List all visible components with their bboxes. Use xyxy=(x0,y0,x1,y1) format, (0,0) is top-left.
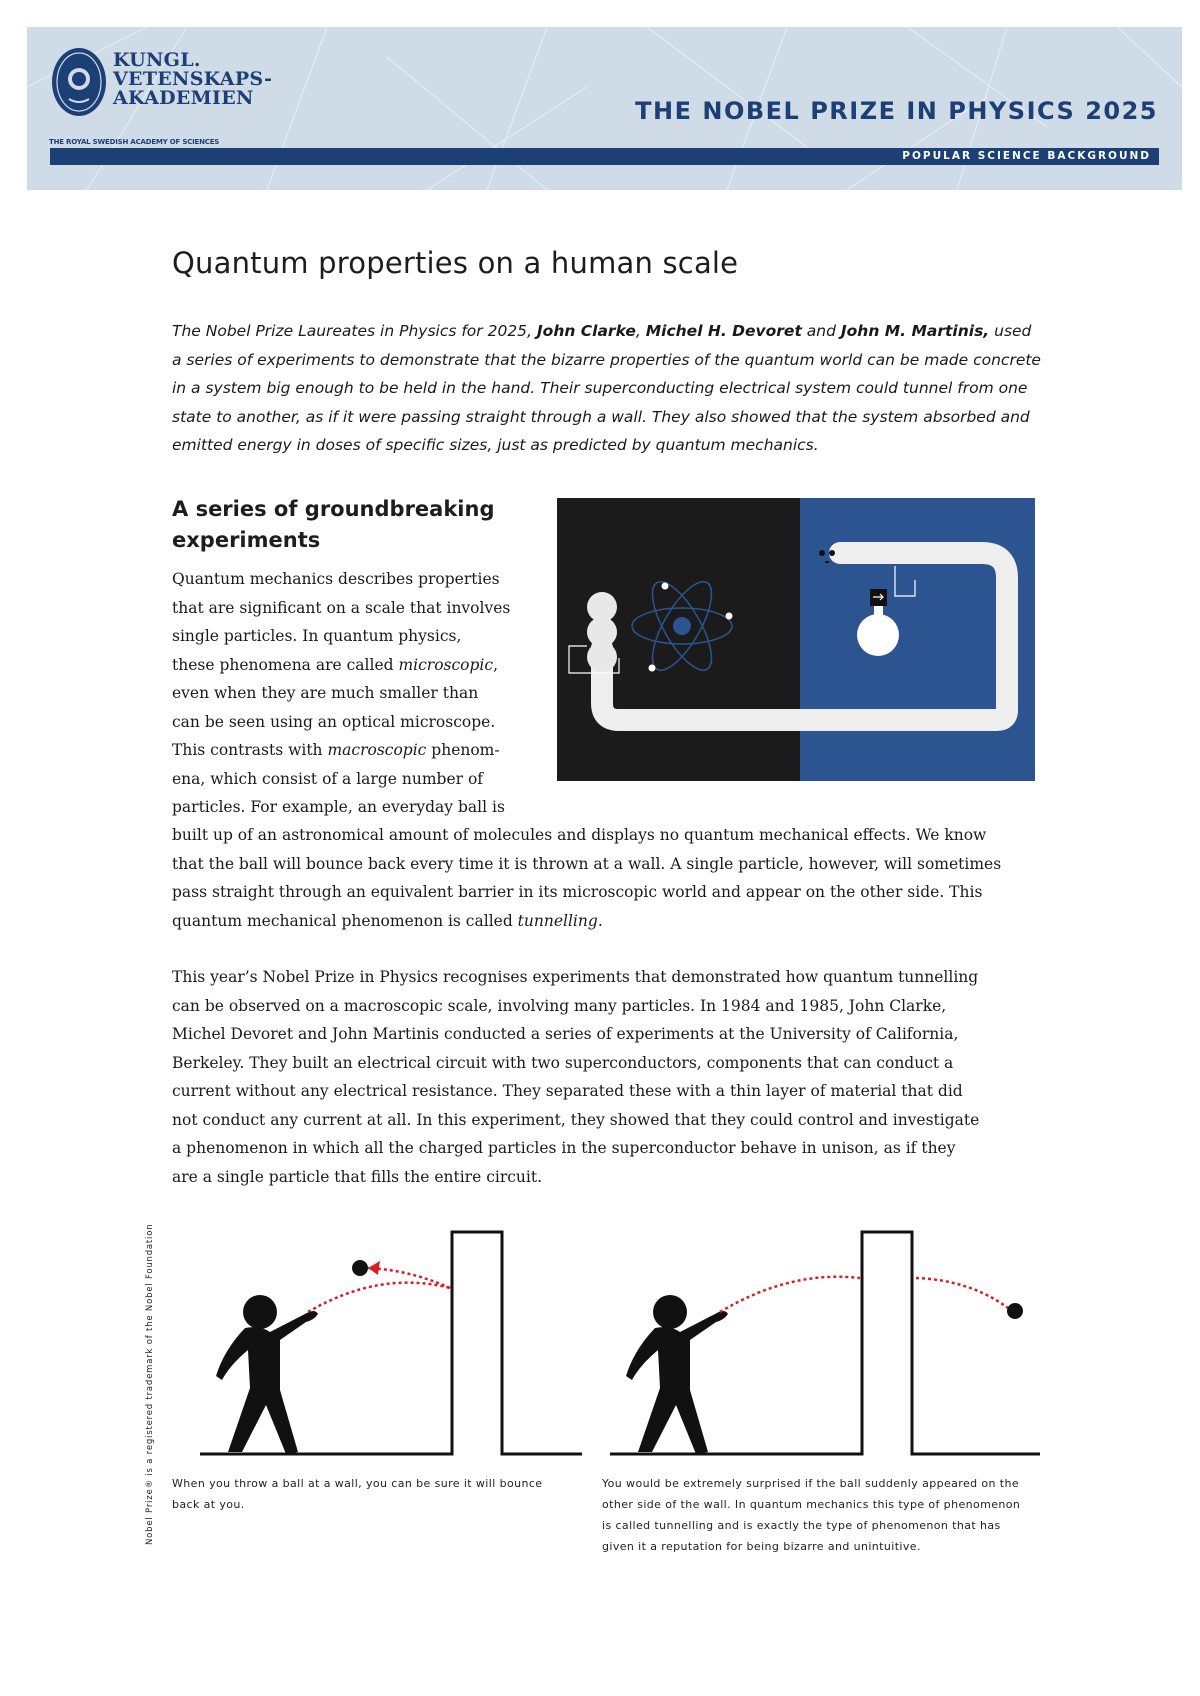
tunnel-trajectory xyxy=(916,1278,1008,1308)
text-line: Michel Devoret and John Martinis conducted a series of experiments at the University of California, xyxy=(172,1025,959,1043)
academy-name: KUNGL. VETENSKAPS- AKADEMIEN xyxy=(113,49,273,109)
laureate-name: John M. Martinis, xyxy=(840,322,990,340)
tunnelling-comparison-figure xyxy=(200,1230,1040,1465)
right-scene xyxy=(610,1232,1040,1454)
ball xyxy=(352,1260,368,1276)
text-line xyxy=(172,651,544,680)
emphasis: macroscopic xyxy=(327,741,427,759)
text-line: single particles. In quantum physics, xyxy=(172,627,462,645)
emphasis: microscopic xyxy=(398,655,494,674)
throw-trajectory xyxy=(720,1277,860,1312)
text-line: a phenomenon in which all the charged particles in the superconductor behave in unison, as if they xyxy=(172,1139,956,1157)
child-throwing-icon xyxy=(216,1295,318,1454)
text-fragment: these phenomena are called xyxy=(172,655,399,674)
paragraph-1-column xyxy=(172,565,544,822)
text-line xyxy=(172,907,1042,936)
bounce-trajectory xyxy=(368,1268,450,1288)
text-line: built up of an astronomical amount of molecules and displays no quantum mechanical effects. We know xyxy=(172,826,987,844)
caption-right xyxy=(602,1473,1042,1557)
text-line: even when they are much smaller than xyxy=(172,684,479,702)
paragraph-1-continued xyxy=(172,821,1042,935)
laureate-name: Michel H. Devoret xyxy=(645,322,802,340)
intro-separator: and xyxy=(801,322,841,340)
laureate-name: John Clarke xyxy=(536,322,636,340)
text-line: Berkeley. They built an electrical circuit with two superconductors, components that can conduct a xyxy=(172,1053,954,1072)
intro-text: used a series of experiments to demonstrate that the bizarre properties of the quantum world can be made concrete in a system big enough to be held in the hand. Their superconducting electrical system could tunnel from one state to another, as if it were passing straight through a wall. They also showed that the system absorbed and emitted energy in doses of specific sizes, just as predicted by quantum mechanics. xyxy=(172,322,1041,454)
text-line: can be seen using an optical microscope. xyxy=(172,712,496,731)
page-title: Quantum properties on a human scale xyxy=(172,246,739,280)
text-line xyxy=(172,736,544,765)
text-line: pass straight through an equivalent barrier in its microscopic world and appear on the other side. This xyxy=(172,883,983,901)
text-line: particles. For example, an everyday ball is xyxy=(172,798,505,816)
text-line: current without any electrical resistance. They separated these with a thin layer of material that did xyxy=(172,1082,963,1100)
paragraph-2 xyxy=(172,963,1042,1191)
text-fragment: , xyxy=(493,655,499,674)
caption-left xyxy=(172,1473,582,1515)
section-label: POPULAR SCIENCE BACKGROUND xyxy=(902,150,1151,162)
text-line: that the ball will bounce back every time it is thrown at a wall. A single particle, however, will sometimes xyxy=(172,854,1002,873)
title-bar xyxy=(50,148,1159,165)
text-line: can be observed on a macroscopic scale, involving many particles. In 1984 and 1985, John Clarke, xyxy=(172,996,947,1015)
academy-seal-icon xyxy=(49,45,109,119)
text-line: that are significant on a scale that involves xyxy=(172,598,511,617)
caption-line: other side of the wall. In quantum mechanics this type of phenomenon xyxy=(602,1498,1021,1511)
throw-trajectory xyxy=(308,1283,450,1312)
text-line: are a single particle that fills the entire circuit. xyxy=(172,1167,543,1186)
trademark-note: Nobel Prize® is a registered trademark of the Nobel Foundation xyxy=(145,1223,155,1545)
text-line: not conduct any current at all. In this experiment, they showed that they could control and investigate xyxy=(172,1110,980,1129)
academy-logo xyxy=(49,45,273,155)
left-scene xyxy=(200,1232,582,1454)
text-fragment: phenom- xyxy=(426,741,500,759)
text-fragment: . xyxy=(597,911,603,930)
ball xyxy=(1007,1303,1023,1319)
superconducting-circuit-illustration xyxy=(557,498,1035,781)
section-heading: A series of groundbreaking experiments xyxy=(172,497,495,552)
intro-paragraph xyxy=(172,317,1042,460)
header-banner xyxy=(27,27,1182,190)
text-fragment: This contrasts with xyxy=(172,741,328,759)
child-throwing-icon xyxy=(626,1295,728,1454)
text-line: ena, which consist of a large number of xyxy=(172,769,484,788)
arrow-icon xyxy=(368,1261,380,1275)
intro-text: The Nobel Prize Laureates in Physics for 2025, xyxy=(172,322,537,340)
caption-line: back at you. xyxy=(172,1498,245,1511)
academy-subtitle: THE ROYAL SWEDISH ACADEMY OF SCIENCES xyxy=(49,138,220,146)
caption-line: You would be extremely surprised if the ball suddenly appeared on the xyxy=(602,1477,1020,1490)
prize-title: THE NOBEL PRIZE IN PHYSICS 2025 xyxy=(635,97,1158,125)
text-line: Quantum mechanics describes properties xyxy=(172,570,500,588)
stacked-particles-icon xyxy=(587,592,617,672)
text-fragment: quantum mechanical phenomenon is called xyxy=(172,911,518,930)
emphasis: tunnelling xyxy=(517,911,598,930)
caption-line: When you throw a ball at a wall, you can be sure it will bounce xyxy=(172,1477,543,1490)
intro-separator: , xyxy=(635,322,646,340)
caption-line: is called tunnelling and is exactly the type of phenomenon that has xyxy=(602,1519,1001,1532)
text-line: This year’s Nobel Prize in Physics recognises experiments that demonstrated how quantum tunnelling xyxy=(172,968,979,986)
caption-line: given it a reputation for being bizarre and unintuitive. xyxy=(602,1540,921,1553)
